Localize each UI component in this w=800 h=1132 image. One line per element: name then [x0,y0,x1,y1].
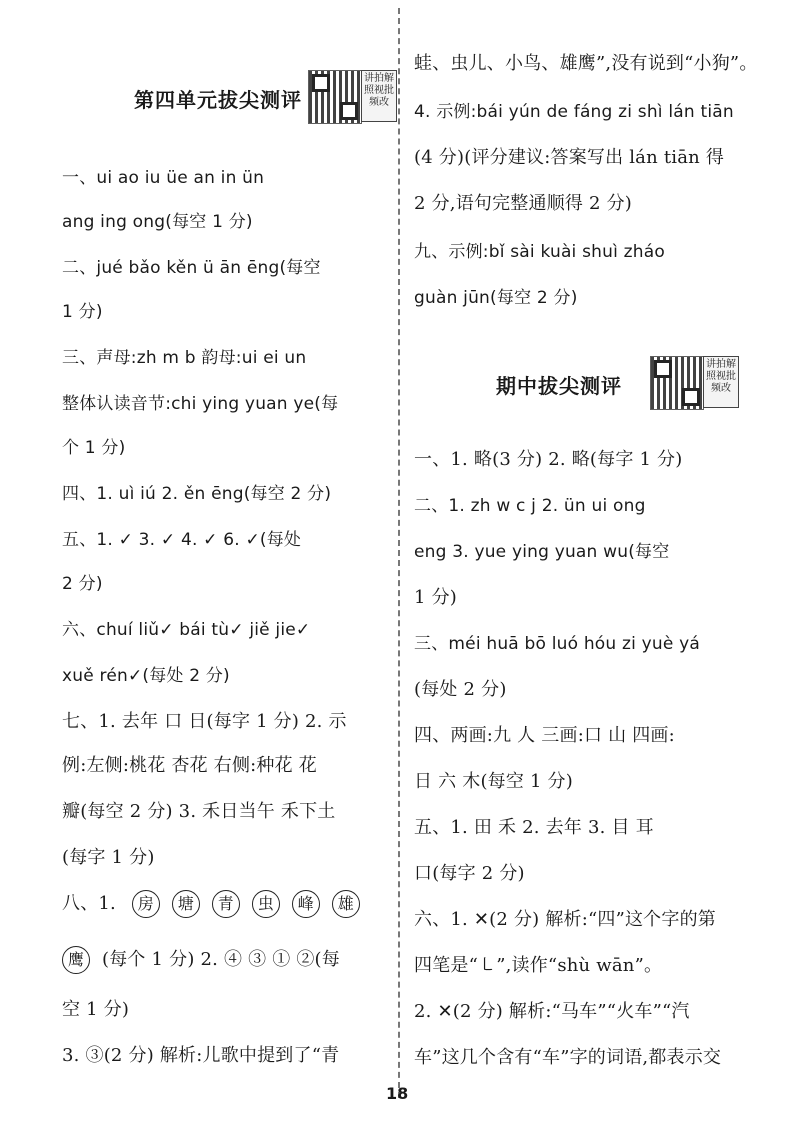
circled-char: 雄 [332,890,360,918]
answer-line: ang ing ong(每空 1 分) [62,212,253,232]
answer-line: 空 1 分) [62,999,130,1020]
answer-line: 五、1. ✓ 3. ✓ 4. ✓ 6. ✓(每处 [62,530,302,550]
answer-line: 四、1. uì iú 2. ěn ēng(每空 2 分) [62,484,332,504]
qr-label: 讲拍解照视批频改 [361,70,397,122]
answer-line: 例:左侧:桃花 杏花 右侧:种花 花 [62,755,317,776]
q8-prefix: 八、1. [62,893,116,914]
answer-line: (每处 2 分) [414,679,507,700]
page-number: 18 [386,1084,409,1103]
answer-line: (每字 1 分) [62,847,155,868]
answer-line: 整体认读音节:chi ying yuan ye(每 [62,394,339,414]
answer-line: guàn jūn(每空 2 分) [414,288,578,308]
section-title-midterm: 期中拔尖测评 [496,374,622,398]
answer-line: 3. ③(2 分) 解析:儿歌中提到了“青 [62,1045,340,1066]
answer-line: 二、1. zh w c j 2. ün ui ong [414,496,646,516]
answer-line: 四笔是“㇄”,读作“shù wān”。 [414,955,663,976]
answer-line: 四、两画:九 人 三画:口 山 四画: [414,725,675,746]
qr-code-icon[interactable] [308,70,362,124]
answer-line: (4 分)(评分建议:答案写出 lán tiān 得 [414,147,725,168]
answer-line: 2 分) [62,574,103,594]
answer-line: 2. ✕(2 分) 解析:“马车”“火车”“汽 [414,1001,690,1022]
answer-line: 七、1. 去年 口 日(每字 1 分) 2. 示 [62,711,347,732]
q8-line-2 [62,946,340,974]
answer-line: eng 3. yue ying yuan wu(每空 [414,542,670,562]
answer-line: 蛙、虫儿、小鸟、雄鹰”,没有说到“小狗”。 [414,53,758,74]
answer-line: 二、jué bǎo kěn ü ān ēng(每空 [62,258,321,278]
circled-char: 峰 [292,890,320,918]
section-title-unit4: 第四单元拔尖测评 [134,88,302,112]
answer-line: 九、示例:bǐ sài kuài shuì zháo [414,242,665,262]
column-divider [398,8,400,1098]
answer-line: 车”这几个含有“车”字的词语,都表示交 [414,1047,722,1068]
circled-char: 房 [132,890,160,918]
answer-line: xuě rén✓(每处 2 分) [62,666,230,686]
q8-line [62,890,372,918]
qr-label: 讲拍解照视批频改 [703,356,739,408]
circled-char: 鹰 [62,946,90,974]
answer-line: 2 分,语句完整通顺得 2 分) [414,193,633,214]
answer-line: 日 六 木(每空 1 分) [414,771,573,792]
answer-line: 五、1. 田 禾 2. 去年 3. 目 耳 [414,817,654,838]
answer-line: 三、méi huā bō luó hóu zi yuè yá [414,634,700,654]
answer-line: 1 分) [414,587,457,608]
answer-line: 一、1. 略(3 分) 2. 略(每字 1 分) [414,449,683,470]
answer-line: 六、1. ✕(2 分) 解析:“四”这个字的第 [414,909,716,930]
q8-line2-text: (每个 1 分) 2. ④ ③ ① ②(每 [102,949,340,970]
answer-line: 三、声母:zh m b 韵母:ui ei un [62,348,307,368]
answer-line: 1 分) [62,302,103,322]
circled-char: 虫 [252,890,280,918]
answer-line: 个 1 分) [62,438,126,458]
circled-char: 塘 [172,890,200,918]
qr-code-icon[interactable] [650,356,704,410]
circled-char: 青 [212,890,240,918]
answer-line: 瓣(每空 2 分) 3. 禾日当午 禾下土 [62,801,336,822]
answer-line: 六、chuí liǔ✓ bái tù✓ jiě jie✓ [62,620,311,640]
answer-line: 4. 示例:bái yún de fáng zi shì lán tiān [414,102,734,122]
answer-line: 口(每字 2 分) [414,863,525,884]
answer-line: 一、ui ao iu üe an in ün [62,168,265,188]
